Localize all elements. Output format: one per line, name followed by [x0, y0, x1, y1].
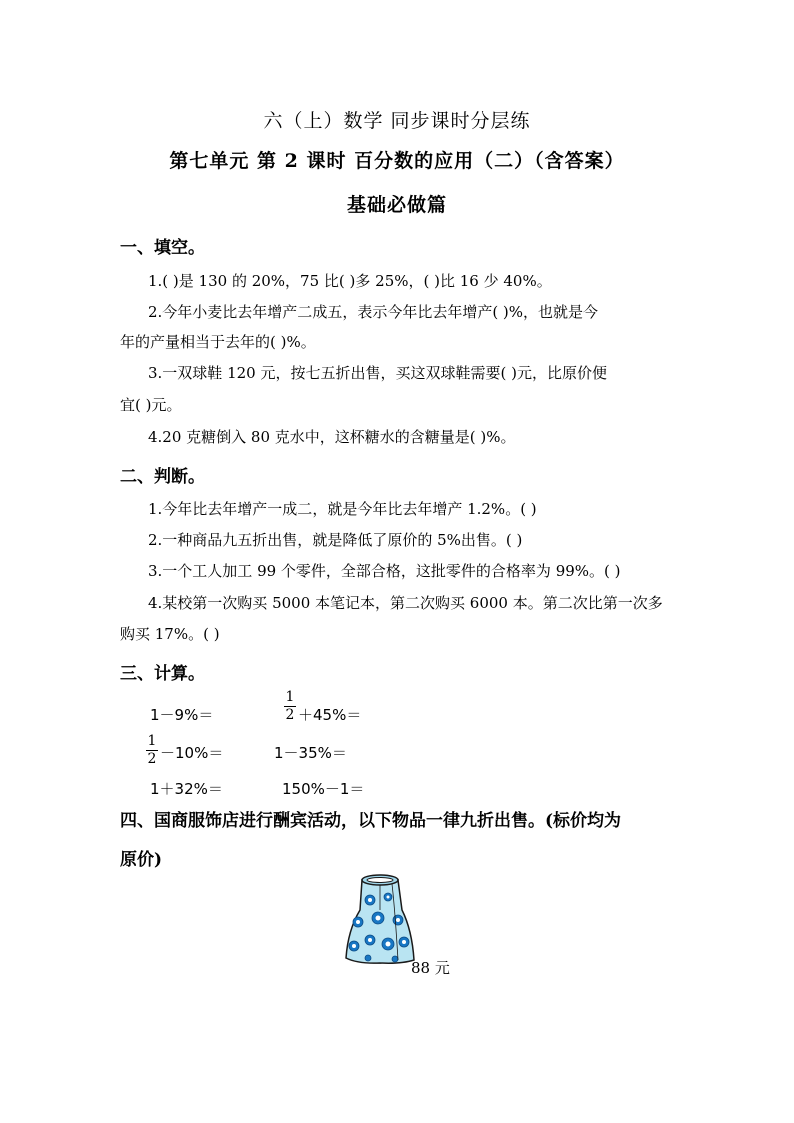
section-calc-heading: 三、计算。: [120, 664, 205, 684]
calc-item-2-fraction: [284, 690, 296, 723]
fill-question-4: 4.20 克糖倒入 80 克水中，这杯糖水的含糖量是( )%。: [148, 428, 516, 446]
judge-question-2: 2.一种商品九五折出售，就是降低了原价的 5%出售。( ): [148, 531, 523, 549]
calc-item-3-rest: －10%＝: [160, 744, 224, 762]
calc-item-3-fraction: [146, 734, 158, 767]
lesson-title: 第七单元 第 2 课时 百分数的应用（二）（含答案）: [169, 150, 625, 172]
calc-item-2-rest: ＋45%＝: [298, 706, 362, 724]
section-shop-heading-line1: 四、国商服饰店进行酬宾活动，以下物品一律九折出售。(标价均为: [120, 811, 622, 831]
fill-question-1: 1.( )是 130 的 20%，75 比( )多 25%，( )比 16 少 40%。: [148, 272, 552, 290]
doc-title: 六（上）数学 同步课时分层练: [263, 110, 531, 132]
calc-item-1: 1－9%＝: [150, 706, 214, 724]
skirt-image: [340, 870, 420, 970]
calc-item-4: 1－35%＝: [274, 744, 347, 762]
level-title: 基础必做篇: [346, 194, 447, 216]
fill-question-3-line1: 3.一双球鞋 120 元，按七五折出售，买这双球鞋需要( )元，比原价便: [148, 364, 607, 382]
fill-question-3-line2: 宜( )元。: [120, 396, 182, 414]
judge-question-4-line2: 购买 17%。( ): [120, 625, 220, 643]
calc-item-5: 1＋32%＝: [150, 780, 223, 798]
judge-question-3: 3.一个工人加工 99 个零件，全部合格，这批零件的合格率为 99%。( ): [148, 562, 621, 580]
skirt-price: 88 元: [411, 959, 450, 977]
fraction-denominator: 2: [285, 707, 295, 723]
fraction-denominator: 2: [147, 751, 157, 767]
judge-question-1: 1.今年比去年增产一成二，就是今年比去年增产 1.2%。( ): [148, 500, 537, 518]
section-fill-heading: 一、填空。: [120, 238, 205, 258]
calc-item-6: 150%－1＝: [282, 780, 365, 798]
fraction-numerator: 1: [147, 733, 157, 749]
fill-question-2-line1: 2.今年小麦比去年增产二成五，表示今年比去年增产( )%，也就是今: [148, 303, 599, 321]
fraction-numerator: 1: [285, 689, 295, 705]
fill-question-2-line2: 年的产量相当于去年的( )%。: [120, 333, 316, 351]
section-shop-heading-line2: 原价): [120, 850, 163, 870]
section-judge-heading: 二、判断。: [120, 467, 205, 487]
judge-question-4-line1: 4.某校第一次购买 5000 本笔记本，第二次购买 6000 本。第二次比第一次多: [148, 594, 663, 612]
